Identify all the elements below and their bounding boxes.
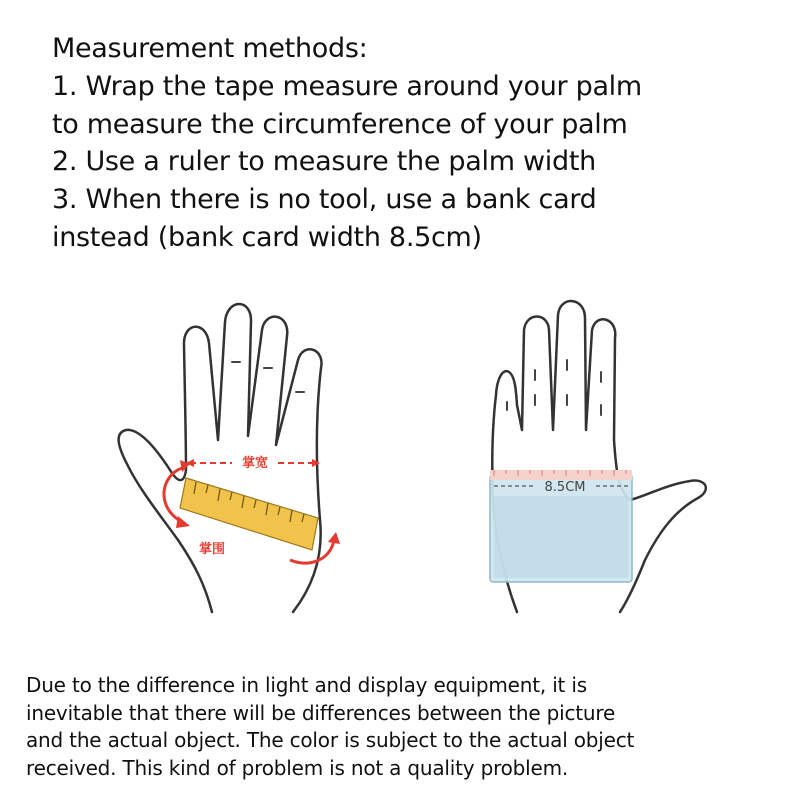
hand-measurement-illustration <box>0 285 800 645</box>
right-hand <box>490 301 706 612</box>
palm-width-label: 掌宽 <box>241 456 269 471</box>
method-line: instead (bank card width 8.5cm) <box>52 221 482 253</box>
method-line: 2. Use a ruler to measure the palm width <box>52 146 596 178</box>
measurement-methods <box>52 30 772 257</box>
disclaimer-line: and the actual object. The color is subject to the actual object <box>26 728 635 752</box>
method-line: 3. When there is no tool, use a bank card <box>52 184 597 216</box>
disclaimer-line: Due to the difference in light and display equipment, it is <box>26 673 587 697</box>
card-width-label: 8.5CM <box>544 480 586 495</box>
left-hand-outline <box>119 304 322 612</box>
disclaimer-line: inevitable that there will be differences between the picture <box>26 700 616 725</box>
left-hand <box>119 304 340 612</box>
method-line: to measure the circumference of your palm <box>52 108 628 140</box>
method-line: 1. Wrap the tape measure around your palm <box>52 70 642 102</box>
disclaimer <box>26 672 786 782</box>
palm-circumference-label: 掌围 <box>198 542 226 557</box>
bank-card <box>490 470 632 582</box>
disclaimer-line: received. This kind of problem is not a quality problem. <box>26 755 569 780</box>
methods-heading: Measurement methods: <box>52 33 368 64</box>
